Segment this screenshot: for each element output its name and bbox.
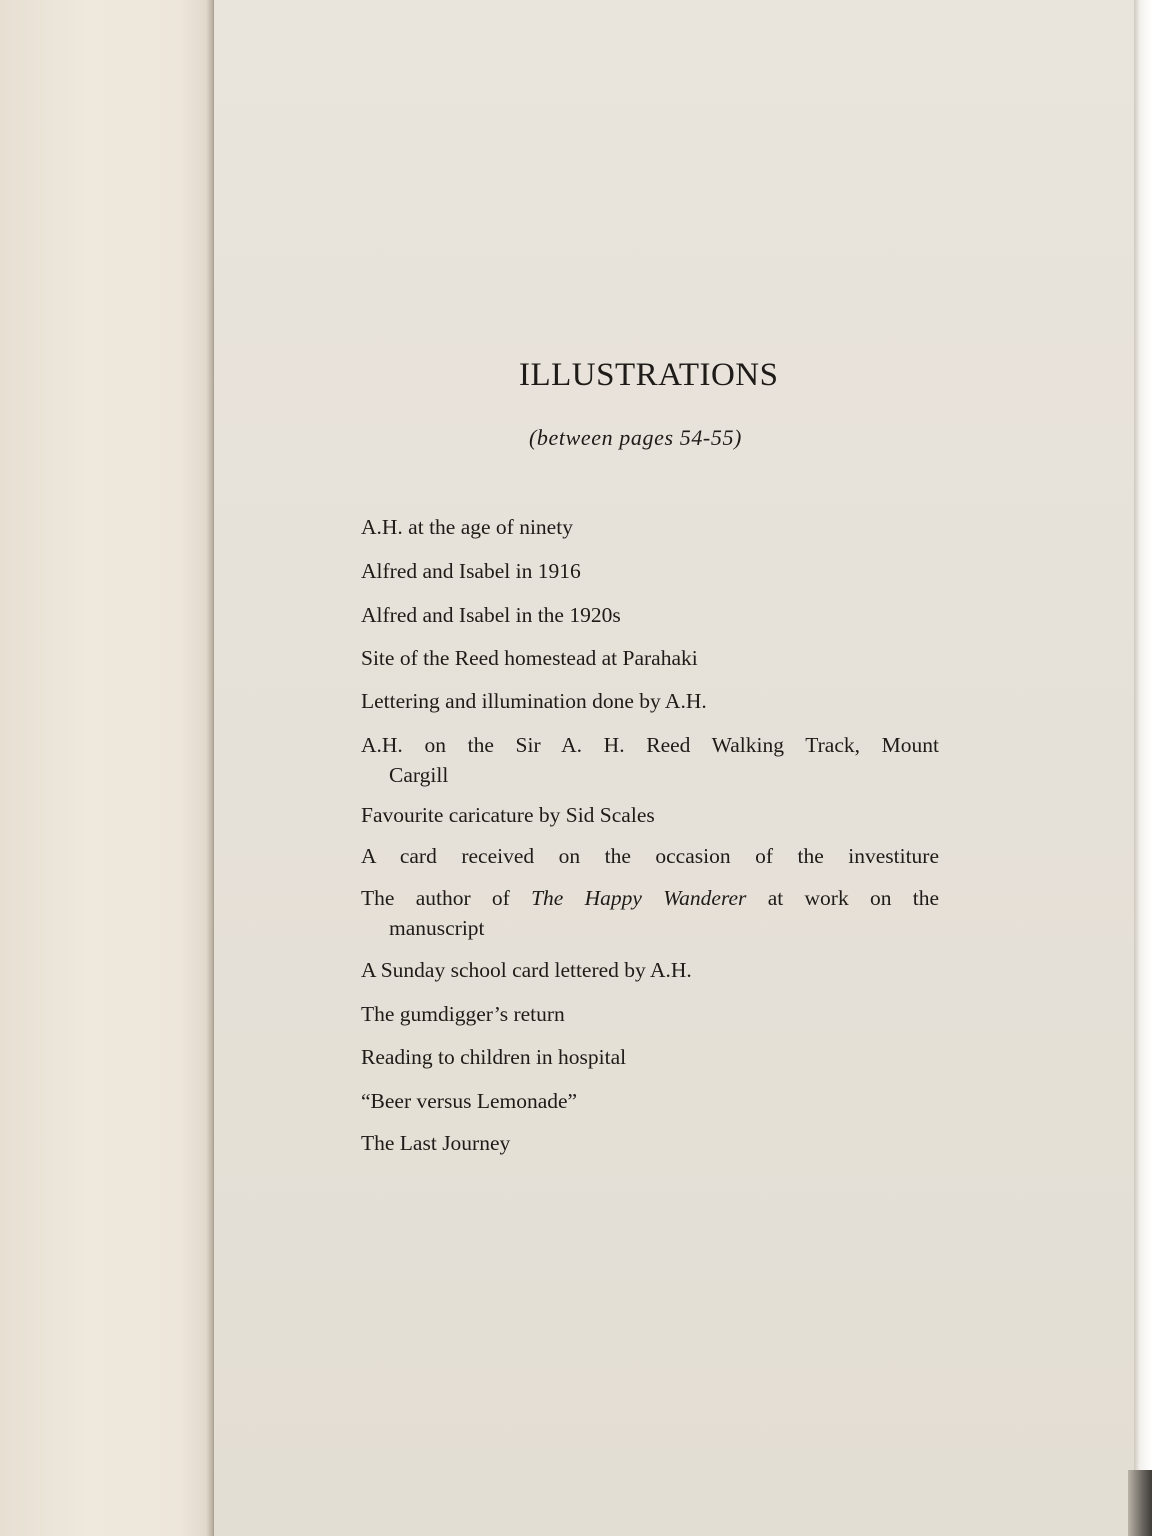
list-item-text-end: at work on the xyxy=(746,886,940,910)
list-item-continuation: Cargill xyxy=(389,763,449,787)
list-item xyxy=(361,800,939,830)
list-item-text-start: The author of xyxy=(361,886,532,910)
list-item-text: Alfred and Isabel in 1916 xyxy=(361,559,581,583)
list-item-text: Alfred and Isabel in the 1920s xyxy=(361,603,621,627)
list-item-text: A.H. on the Sir A. H. Reed Walking Track, Mount xyxy=(361,733,939,757)
list-item-text: Reading to children in hospital xyxy=(361,1045,627,1069)
list-item-text: The Last Journey xyxy=(361,1131,511,1155)
list-item-text: A card received on the occasion of the investiture xyxy=(361,844,939,868)
list-item-continuation: manuscript xyxy=(389,916,485,940)
list-item xyxy=(361,730,939,790)
book-title-italic: The Happy Wanderer xyxy=(531,886,747,910)
list-item-text: A Sunday school card lettered by A.H. xyxy=(361,958,692,982)
list-item xyxy=(361,1128,939,1158)
list-item xyxy=(361,883,939,943)
list-item-text: Lettering and illumination done by A.H. xyxy=(361,689,707,713)
list-item xyxy=(361,600,939,630)
list-item xyxy=(361,999,939,1029)
list-item xyxy=(361,1042,939,1072)
list-item xyxy=(361,512,939,542)
list-item-text: The gumdigger’s return xyxy=(361,1002,565,1026)
list-item xyxy=(361,841,939,871)
page-title: ILLUSTRATIONS xyxy=(519,357,779,393)
list-item xyxy=(361,556,939,586)
page-subtitle: (between pages 54-55) xyxy=(529,425,742,450)
list-item-text: A.H. at the age of ninety xyxy=(361,515,573,539)
list-item-text: Site of the Reed homestead at Parahaki xyxy=(361,646,698,670)
list-item xyxy=(361,643,939,673)
list-item-text: “Beer versus Lemonade” xyxy=(361,1089,578,1113)
list-item-text: Favourite caricature by Sid Scales xyxy=(361,803,655,827)
list-item xyxy=(361,1086,939,1116)
list-item xyxy=(361,955,939,985)
list-item xyxy=(361,686,939,716)
